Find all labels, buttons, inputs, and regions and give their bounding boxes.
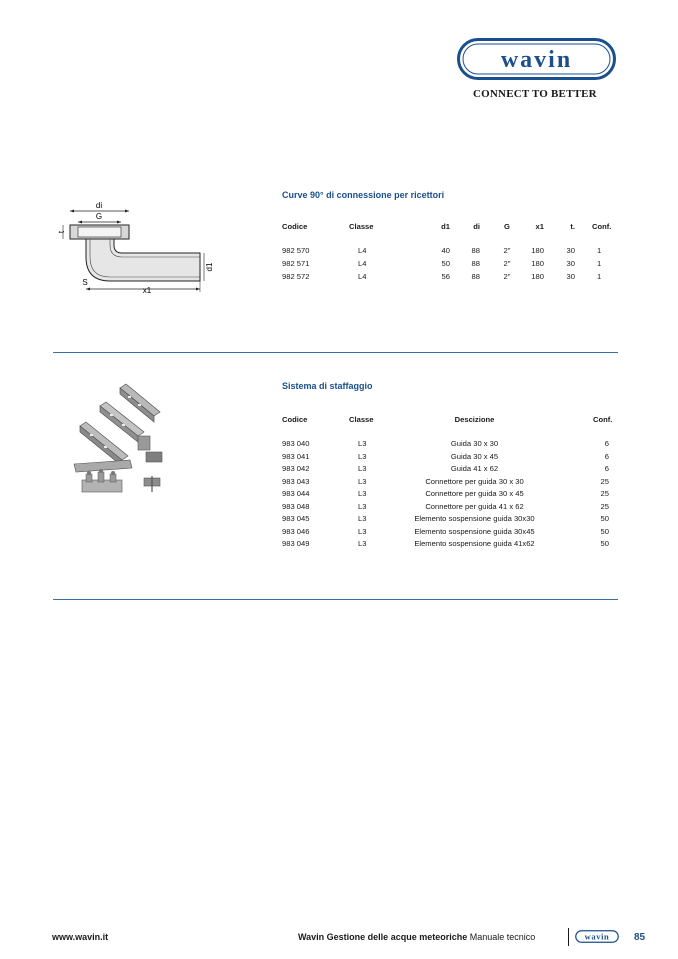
cell-codice: 983 041 <box>282 451 310 461</box>
footer-wavin-logo <box>575 930 619 943</box>
cell-di: 88 <box>471 246 480 255</box>
cell-classe: L3 <box>358 489 367 498</box>
cell-conf: 50 <box>600 526 609 536</box>
tagline: CONNECT TO BETTER <box>473 88 597 100</box>
cell-codice: 983 045 <box>282 514 310 523</box>
wavin-logo <box>457 38 616 80</box>
section1-title: Curve 90° di connessione per ricettori <box>282 190 445 200</box>
col-di: di <box>473 222 480 231</box>
col-classe: Classe <box>349 415 374 424</box>
table-row <box>282 502 617 514</box>
cell-classe: L3 <box>358 526 367 536</box>
table-row <box>282 272 617 284</box>
table-row <box>282 464 617 476</box>
col-d1: d1 <box>441 222 450 231</box>
cell-g: 2" <box>503 259 511 268</box>
col-g: G <box>504 222 510 231</box>
cell-t: 30 <box>566 259 575 268</box>
table-row <box>282 539 617 551</box>
cell-x1: 180 <box>531 259 544 268</box>
cell-descrizione: Connettore per guida 30 x 30 <box>425 476 524 486</box>
cell-classe: L4 <box>358 272 367 281</box>
cell-g: 2" <box>503 272 511 281</box>
cell-conf: 6 <box>604 451 609 461</box>
divider-1 <box>53 352 618 353</box>
cell-codice: 983 044 <box>282 489 310 498</box>
cell-descrizione: Guida 41 x 62 <box>450 464 499 473</box>
cell-descrizione: Elemento sospensione guida 30x45 <box>414 526 535 536</box>
cell-codice: 983 042 <box>282 464 310 473</box>
footer-logo-text: wavin <box>584 931 610 942</box>
cell-classe: L3 <box>358 464 367 473</box>
cell-descrizione: Connettore per guida 30 x 45 <box>425 489 524 498</box>
cell-t: 30 <box>566 272 575 281</box>
col-x1: x1 <box>535 222 544 231</box>
cell-classe: L3 <box>358 501 367 511</box>
label-t: t <box>57 230 66 234</box>
col-codice: Codice <box>282 415 308 424</box>
cell-descrizione: Elemento sospensione guida 30x30 <box>414 514 535 523</box>
cell-d1: 56 <box>441 272 450 281</box>
cell-di: 88 <box>471 272 480 281</box>
cell-x1: 180 <box>531 246 544 255</box>
table-header-row <box>282 415 617 427</box>
table-row <box>282 259 617 271</box>
table-row <box>282 527 617 539</box>
cell-conf: 25 <box>600 476 609 486</box>
col-descrizione: Descizione <box>454 415 495 424</box>
cell-descrizione: Elemento sospensione guida 41x62 <box>414 539 535 548</box>
cell-classe: L4 <box>358 259 367 268</box>
label-g: G <box>95 212 103 221</box>
section2-title: Sistema di staffaggio <box>282 381 373 391</box>
footer-title <box>298 932 535 942</box>
footer-separator <box>568 928 569 946</box>
cell-x1: 180 <box>531 272 544 281</box>
footer-title-regular: Manuale tecnico <box>469 932 536 942</box>
table-row <box>282 246 617 258</box>
cell-classe: L3 <box>358 539 367 548</box>
col-t: t. <box>570 222 575 231</box>
table-header-row <box>282 222 617 234</box>
page-number: 85 <box>634 932 646 943</box>
table-row <box>282 477 617 489</box>
cell-conf: 6 <box>604 439 609 448</box>
cell-codice: 983 040 <box>282 439 310 448</box>
label-d1: d1 <box>205 262 214 272</box>
table-row <box>282 439 617 451</box>
table-row <box>282 489 617 501</box>
cell-descrizione: Guida 30 x 45 <box>450 451 499 461</box>
cell-codice: 983 049 <box>282 539 310 548</box>
footer-url[interactable]: www.wavin.it <box>52 932 109 942</box>
table-row <box>282 452 617 464</box>
divider-2 <box>53 599 618 600</box>
cell-g: 2" <box>503 246 511 255</box>
cell-codice: 982 570 <box>282 246 310 255</box>
cell-classe: L4 <box>358 246 367 255</box>
logo-text: wavin <box>500 47 573 73</box>
cell-d1: 40 <box>441 246 450 255</box>
cell-conf: 1 <box>597 246 602 255</box>
col-codice: Codice <box>282 222 308 231</box>
cell-classe: L3 <box>358 439 367 448</box>
col-conf: Conf. <box>592 222 612 231</box>
cell-conf: 1 <box>597 272 602 281</box>
cell-descrizione: Connettore per guida 41 x 62 <box>425 501 524 511</box>
cell-codice: 983 046 <box>282 526 310 536</box>
label-x1: x1 <box>142 286 152 295</box>
table-row <box>282 514 617 526</box>
cell-classe: L3 <box>358 476 367 486</box>
elbow-technical-drawing <box>52 195 222 300</box>
footer-title-bold: Wavin Gestione delle acque meteoriche <box>298 932 468 942</box>
col-conf: Conf. <box>593 415 613 424</box>
cell-conf: 1 <box>597 259 602 268</box>
cell-descrizione: Guida 30 x 30 <box>450 439 499 448</box>
cell-codice: 982 571 <box>282 259 310 268</box>
bracket-system-photo <box>68 380 176 504</box>
col-classe: Classe <box>349 222 374 231</box>
cell-di: 88 <box>471 259 480 268</box>
cell-codice: 982 572 <box>282 272 310 281</box>
cell-codice: 983 043 <box>282 476 310 486</box>
cell-t: 30 <box>566 246 575 255</box>
cell-conf: 50 <box>600 539 609 548</box>
cell-classe: L3 <box>358 514 367 523</box>
label-di: di <box>95 201 103 210</box>
cell-conf: 25 <box>600 501 609 511</box>
cell-classe: L3 <box>358 451 367 461</box>
cell-codice: 983 048 <box>282 501 310 511</box>
cell-d1: 50 <box>441 259 450 268</box>
cell-conf: 6 <box>604 464 609 473</box>
cell-conf: 25 <box>600 489 609 498</box>
label-s: S <box>82 278 88 287</box>
cell-conf: 50 <box>600 514 609 523</box>
